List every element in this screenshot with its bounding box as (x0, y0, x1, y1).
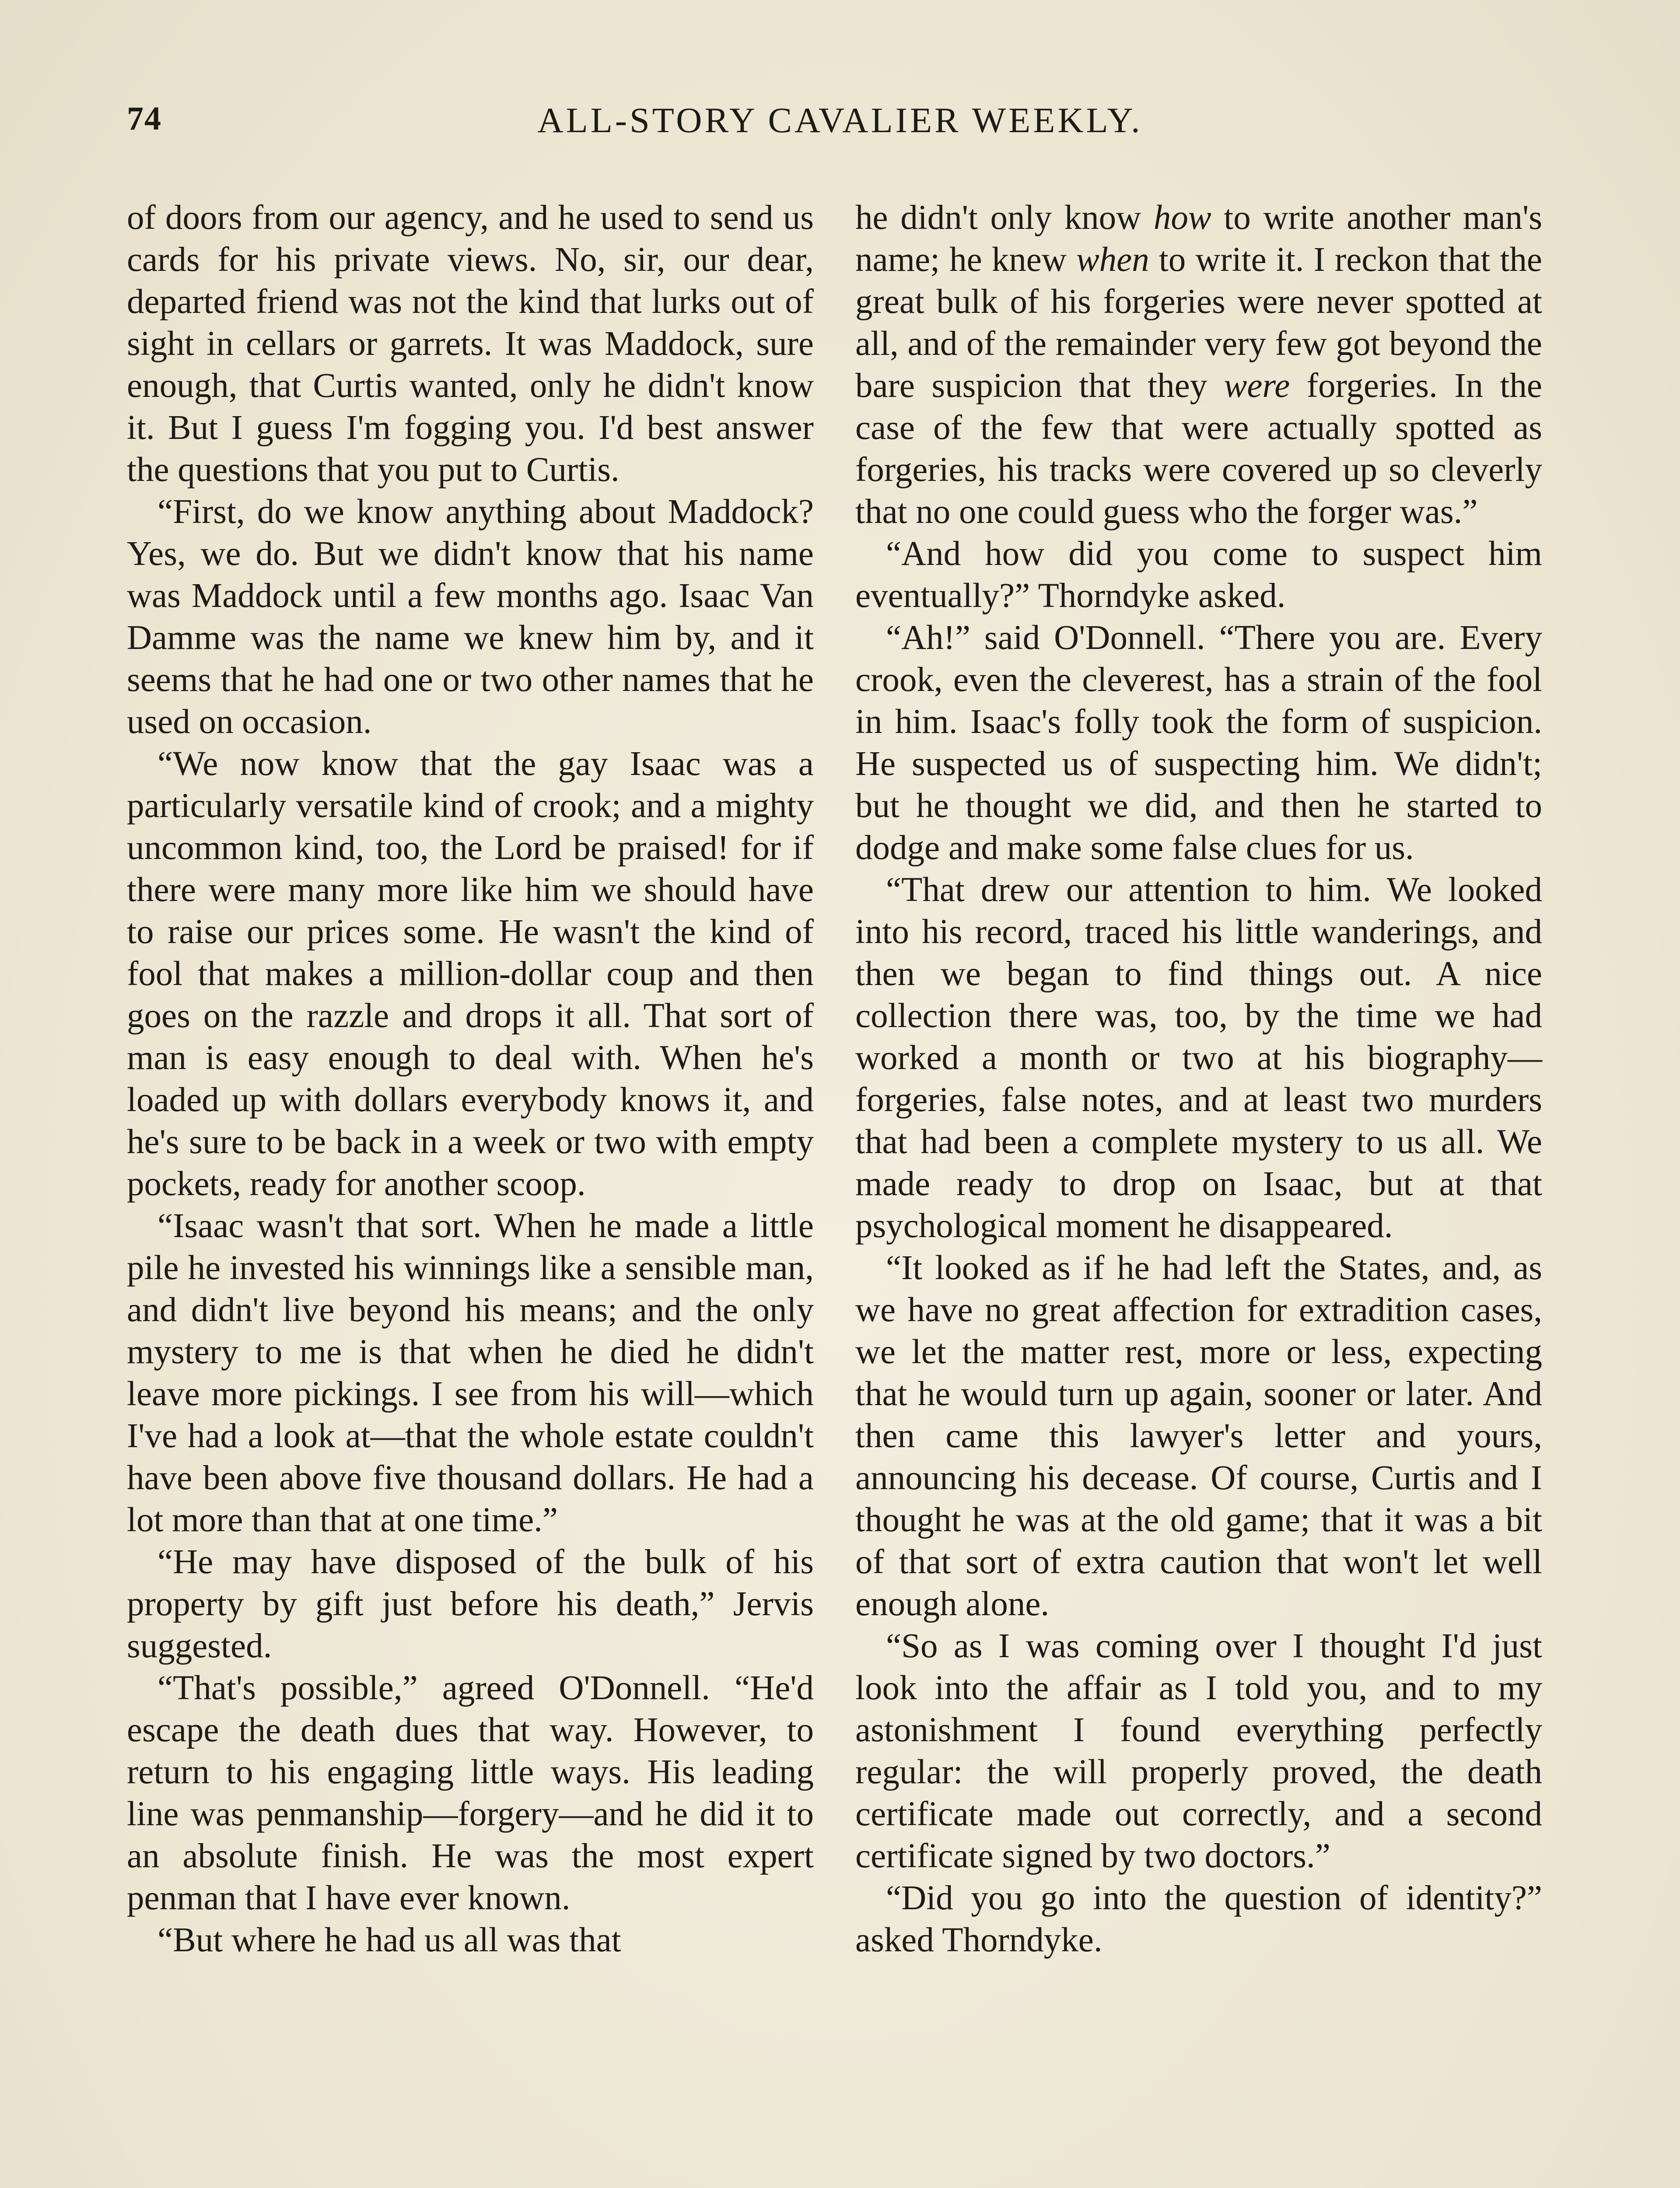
paragraph: “That drew our attention to him. We looked into his record, traced his little wanderings, and then we began to find things out. A nice collection there was, too, by the time we had worked a month or two at his biography—forgeries, false notes, and at least two murders that had been a complete mystery to us all. We made ready to drop on Isaac, but at that psychological moment he disappeared. (855, 871, 1542, 1245)
paragraph: “So as I was coming over I thought I'd just look into the affair as I told you, and to my astonishment I found everything perfectly regular: the will properly proved, the death certificate made out correctly, and a second certificate signed by two doctors.” (855, 1627, 1542, 1875)
paragraph: “That's possible,” agreed O'Donnell. “He'd escape the death dues that way. However, to return to his engaging little ways. His leading line was penmanship—forgery—and he did it to an absolute finish. He was the most expert penman that I have ever known. (127, 1669, 814, 1917)
left-text-column (127, 197, 814, 1961)
running-head (127, 100, 1553, 148)
paragraph: “We now know that the gay Isaac was a particularly versatile kind of crook; and a mighty uncommon kind, too, the Lord be praised! for if there were many more like him we should have to raise our prices some. He wasn't the kind of fool that makes a million-dollar coup and then goes on the razzle and drops it all. That sort of man is easy enough to deal with. When he's loaded up with dollars everybody knows it, and he's sure to be back in a week or two with empty pockets, ready for another scoop. (127, 745, 814, 1203)
paragraph: “It looked as if he had left the States, and, as we have no great affection for extradition cases, we let the matter rest, more or less, expecting that he would turn up again, sooner or later. And then came this lawyer's letter and yours, announcing his decease. Of course, Curtis and I thought he was at the old game; that it was a bit of that sort of extra caution that won't let well enough alone. (855, 1249, 1542, 1623)
paragraph: “Ah!” said O'Donnell. “There you are. Every crook, even the cleverest, has a strain of the fool in him. Isaac's folly took the form of suspicion. He suspected us of suspecting him. We didn't; but he thought we did, and then he started to dodge and make some false clues for us. (855, 619, 1542, 867)
paragraph: he didn't only know how to write another man's name; he knew when to write it. I reckon that the great bulk of his forgeries were never spotted at all, and of the remainder very few got beyond the bare suspicion that they were forgeries. In the case of the few that were actually spotted as forgeries, his tracks were covered up so cleverly that no one could guess who the forger was.” (855, 199, 1543, 531)
page-number: 74 (127, 100, 162, 137)
paragraph: “And how did you come to suspect him eventually?” Thorndyke asked. (855, 535, 1542, 615)
paragraph: “He may have disposed of the bulk of his property by gift just before his death,” Jervis suggested. (127, 1543, 814, 1665)
paragraph: “Isaac wasn't that sort. When he made a little pile he invested his winnings like a sensible man, and didn't live beyond his means; and the only mystery to me is that when he died he didn't leave more pickings. I see from his will—which I've had a look at—that the whole estate couldn't have been above five thousand dollars. He had a lot more than that at one time.” (127, 1207, 814, 1539)
paragraph: “First, do we know anything about Maddock? Yes, we do. But we didn't know that his name was Maddock until a few months ago. Isaac Van Damme was the name we knew him by, and it seems that he had one or two other names that he used on occasion. (127, 493, 814, 741)
magazine-title: ALL-STORY CAVALIER WEEKLY. (537, 100, 1143, 140)
paragraph: “Did you go into the question of identity?” asked Thorndyke. (855, 1879, 1542, 1959)
paragraph: of doors from our agency, and he used to send us cards for his private views. No, sir, our dear, departed friend was not the kind that lurks out of sight in cellars or garrets. It was Maddock, sure enough, that Curtis wanted, only he didn't know it. But I guess I'm fogging you. I'd best answer the questions that you put to Curtis. (127, 199, 814, 489)
right-text-column (855, 197, 1542, 1961)
paragraph: “But where he had us all was that (158, 1921, 621, 1959)
